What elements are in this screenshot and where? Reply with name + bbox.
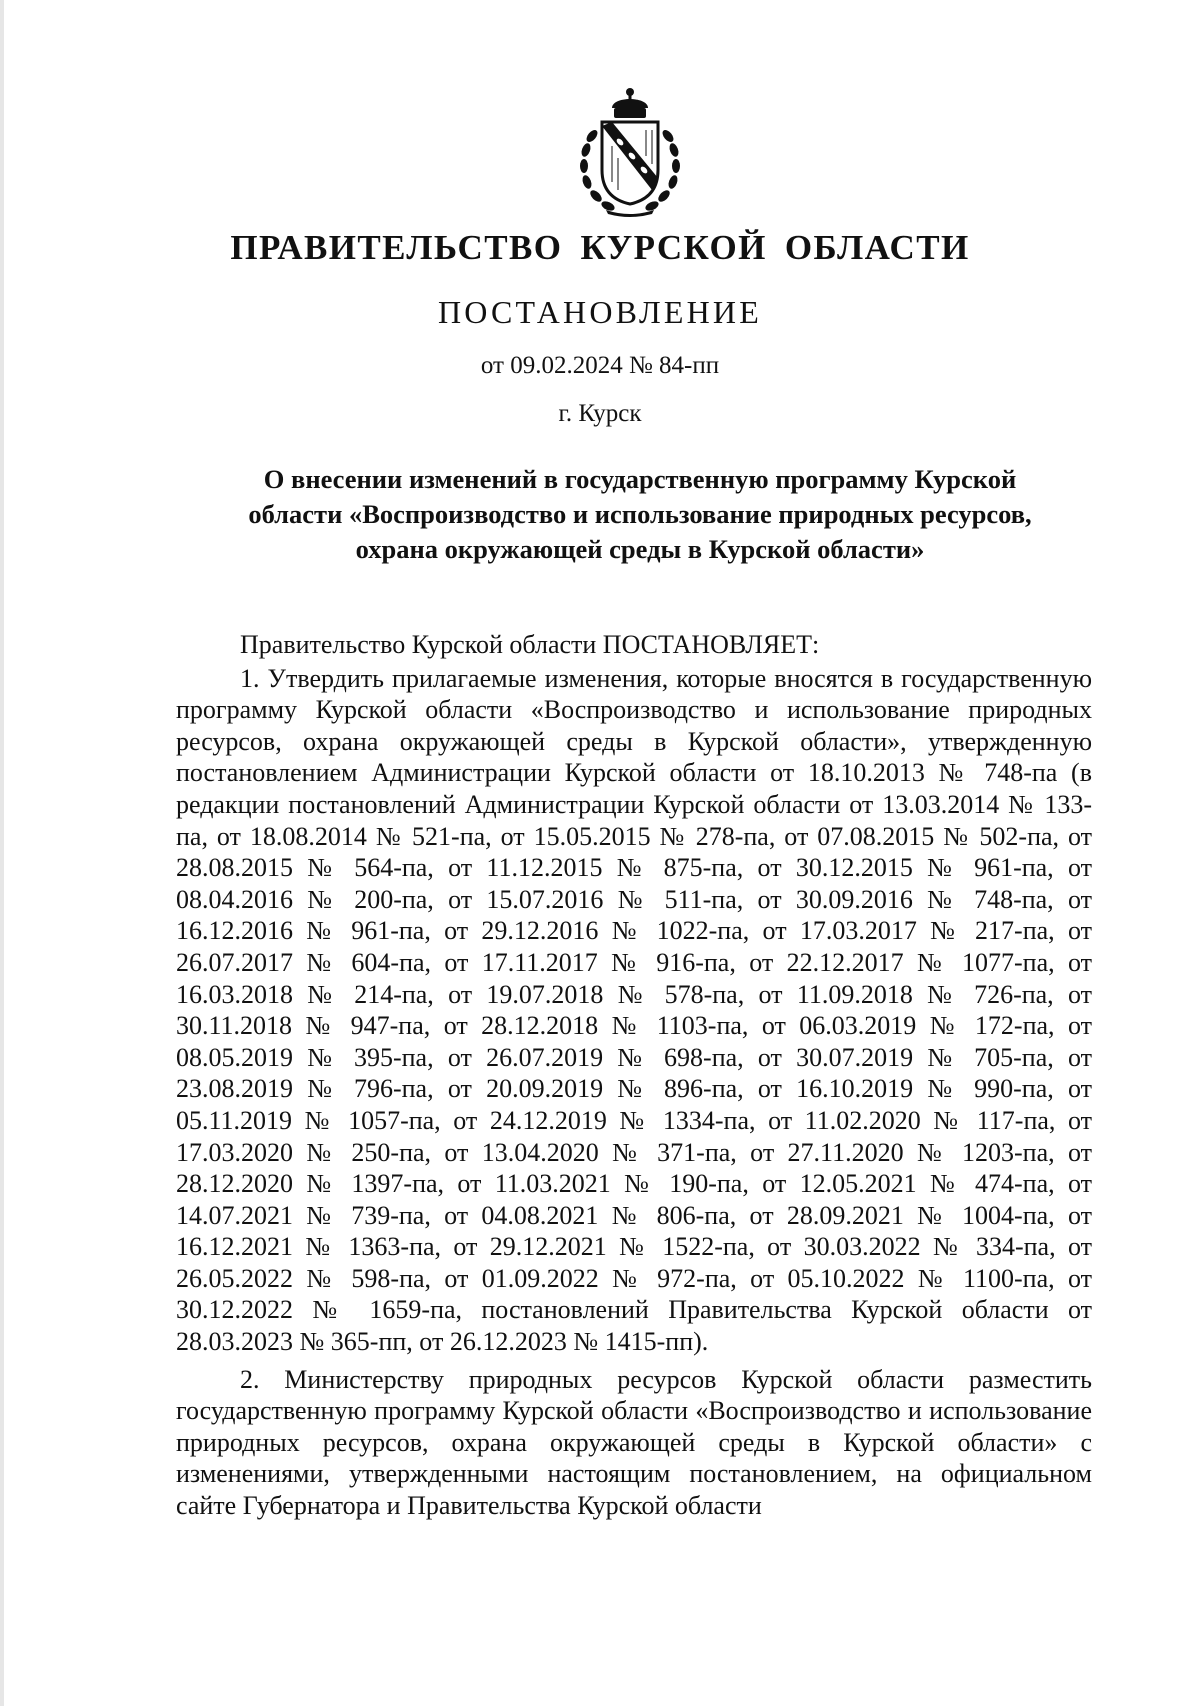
document-city: г. Курск [558, 400, 642, 427]
kursk-coat-of-arms-icon [572, 86, 688, 218]
body-lead: Правительство Курской области ПОСТАНОВЛЯЕТ: [240, 630, 820, 659]
document-subject [180, 462, 1100, 567]
document-number: от 09.02.2024 № 84-пп [480, 352, 720, 379]
subject-line: области «Воспроизводство и использование природных ресурсов, [248, 499, 1032, 529]
subject-line: охрана окружающей среды в Курской области» [355, 534, 925, 564]
document-body [176, 629, 1092, 1522]
body-item-1: 1. Утвердить прилагаемые изменения, которые вносятся в государственную программу Курской области «Воспроизводство и использование природных ресурсов, охрана окружающей среды в Курской области», утвержденную постановлением Администрации Курской области от 18.10.2013 № 748-па (в редакции постановлений Администрации Курской области от 13.03.2014 № 133-па, от 18.08.2014 № 521-па, от 15.05.2015 № 278-па, от 07.08.2015 № 502-па, от 28.08.2015 № 564-па, от 11.12.2015 № 875-па, от 30.12.2015 № 961-па, от 08.04.2016 № 200-па, от 15.07.2016 № 511-па, от 30.09.2016 № 748-па, от 16.12.2016 № 961-па, от 29.12.2016 № 1022-па, от 17.03.2017 № 217-па, от 26.07.2017 № 604-па, от 17.11.2017 № 916-па, от 22.12.2017 № 1077-па, от 16.03.2018 № 214-па, от 19.07.2018 № 578-па, от 11.09.2018 № 726-па, от 30.11.2018 № 947-па, от 28.12.2018 № 1103-па, от 06.03.2019 № 172-па, от 08.05.2019 № 395-па, от 26.07.2019 № 698-па, от 30.07.2019 № 705-па, от 23.08.2019 № 796-па, от 20.09.2019 № 896-па, от 16.10.2019 № 990-па, от 05.11.2019 № 1057-па, от 24.12.2019 № 1334-па, от 11.02.2020 № 117-па, от 17.03.2020 № 250-па, от 13.04.2020 № 371-па, от 27.11.2020 № 1203-па, от 28.12.2020 № 1397-па, от 11.03.2021 № 190-па, от 12.05.2021 № 474-па, от 14.07.2021 № 739-па, от 04.08.2021 № 806-па, от 28.09.2021 № 1004-па, от 16.12.2021 № 1363-па, от 29.12.2021 № 1522-па, от 30.03.2022 № 334-па, от 26.05.2022 № 598-па, от 01.09.2022 № 972-па, от 05.10.2022 № 1100-па, от 30.12.2022 № 1659-па, постановлений Правительства Курской области от 28.03.2023 № 365-пп, от 26.12.2023 № 1415-пп). [176, 663, 1092, 1357]
body-item-2: 2. Министерству природных ресурсов Курской области разместить государственную программу Курской области «Воспроизводство и использование природных ресурсов, охрана окружающей среды в Курской области» с изменениями, утвержденными настоящим постановлением, на официальном сайте Губернатора и Правительства Курской области [176, 1364, 1092, 1521]
document-type: ПОСТАНОВЛЕНИЕ [438, 294, 762, 330]
organization-title: ПРАВИТЕЛЬСТВО КУРСКОЙ ОБЛАСТИ [230, 228, 970, 267]
subject-line: О внесении изменений в государственную программу Курской [263, 464, 1017, 494]
